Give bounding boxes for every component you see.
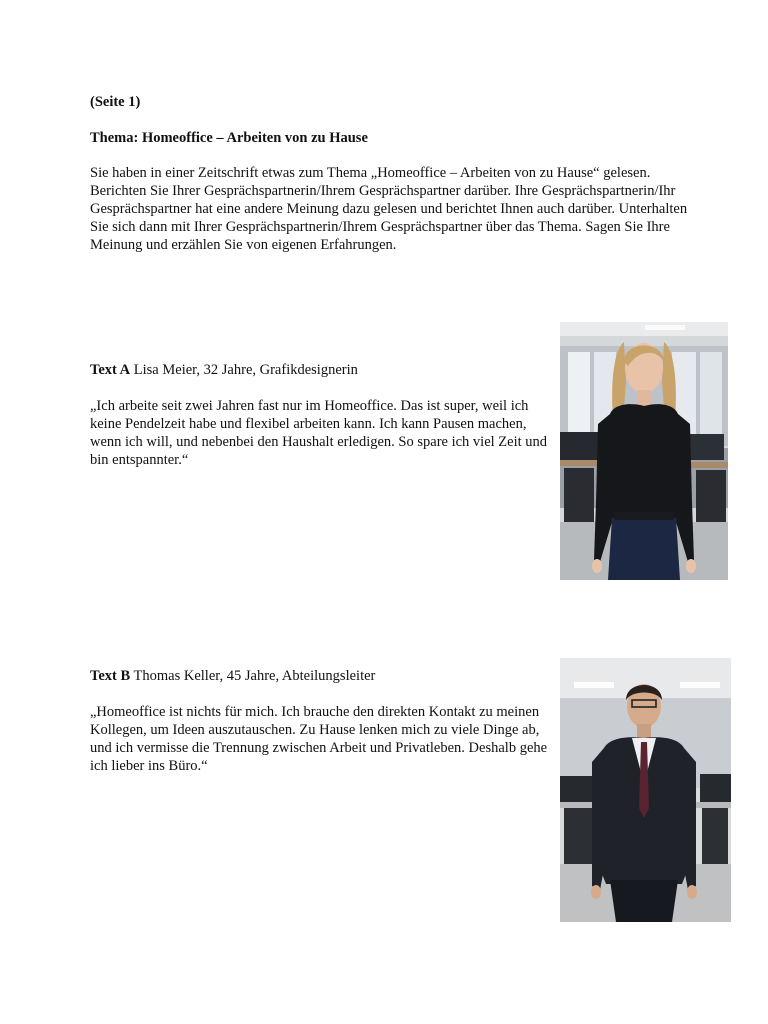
page-label: (Seite 1)	[90, 94, 141, 110]
topic-heading: Thema: Homeoffice – Arbeiten von zu Hause	[90, 130, 368, 146]
text-b-quote: „Homeoffice ist nichts für mich. Ich brauche den direkten Kontakt zu meinen Kollegen, um Ideen auszutauschen. Zu Hause lenken mich zu viele Dinge ab, und ich vermisse die Trennung zwischen Arbeit und Privatleben. Deshalb gehe ich lieber ins Büro.“	[90, 704, 548, 774]
text-a-person: Lisa Meier, 32 Jahre, Grafikdesignerin	[133, 362, 358, 378]
text-b-heading	[90, 667, 375, 685]
task-instructions: Sie haben in einer Zeitschrift etwas zum Thema „Homeoffice – Arbeiten von zu Hause“ gelesen. Berichten Sie Ihrer Gesprächspartnerin/Ihrem Gesprächspartner darüber. Ihre Gesprächspartnerin/Ihr Gesprächspartner hat eine andere Meinung dazu gelesen und berichtet Ihnen auch darüber. Unterhalten Sie sich dann mit Ihrer Gesprächspartnerin/Ihrem Gesprächspartner über das Thema. Sagen Sie Ihre Meinung und erzählen Sie von eigenen Erfahrungen.	[90, 165, 688, 253]
photo-man-office	[560, 658, 731, 922]
text-b-person: Thomas Keller, 45 Jahre, Abteilungsleiter	[133, 668, 376, 684]
photo-woman-office	[560, 322, 728, 580]
text-a-label: Text A	[90, 362, 131, 378]
text-a-heading	[90, 361, 358, 379]
text-b-label: Text B	[90, 668, 131, 684]
text-a-quote: „Ich arbeite seit zwei Jahren fast nur im Homeoffice. Das ist super, weil ich keine Pendelzeit habe und flexibel arbeiten kann. Ich kann Pausen machen, wenn ich will, und nebenbei den Haushalt erledigen. So spare ich viel Zeit und bin entspannter.“	[90, 398, 548, 468]
